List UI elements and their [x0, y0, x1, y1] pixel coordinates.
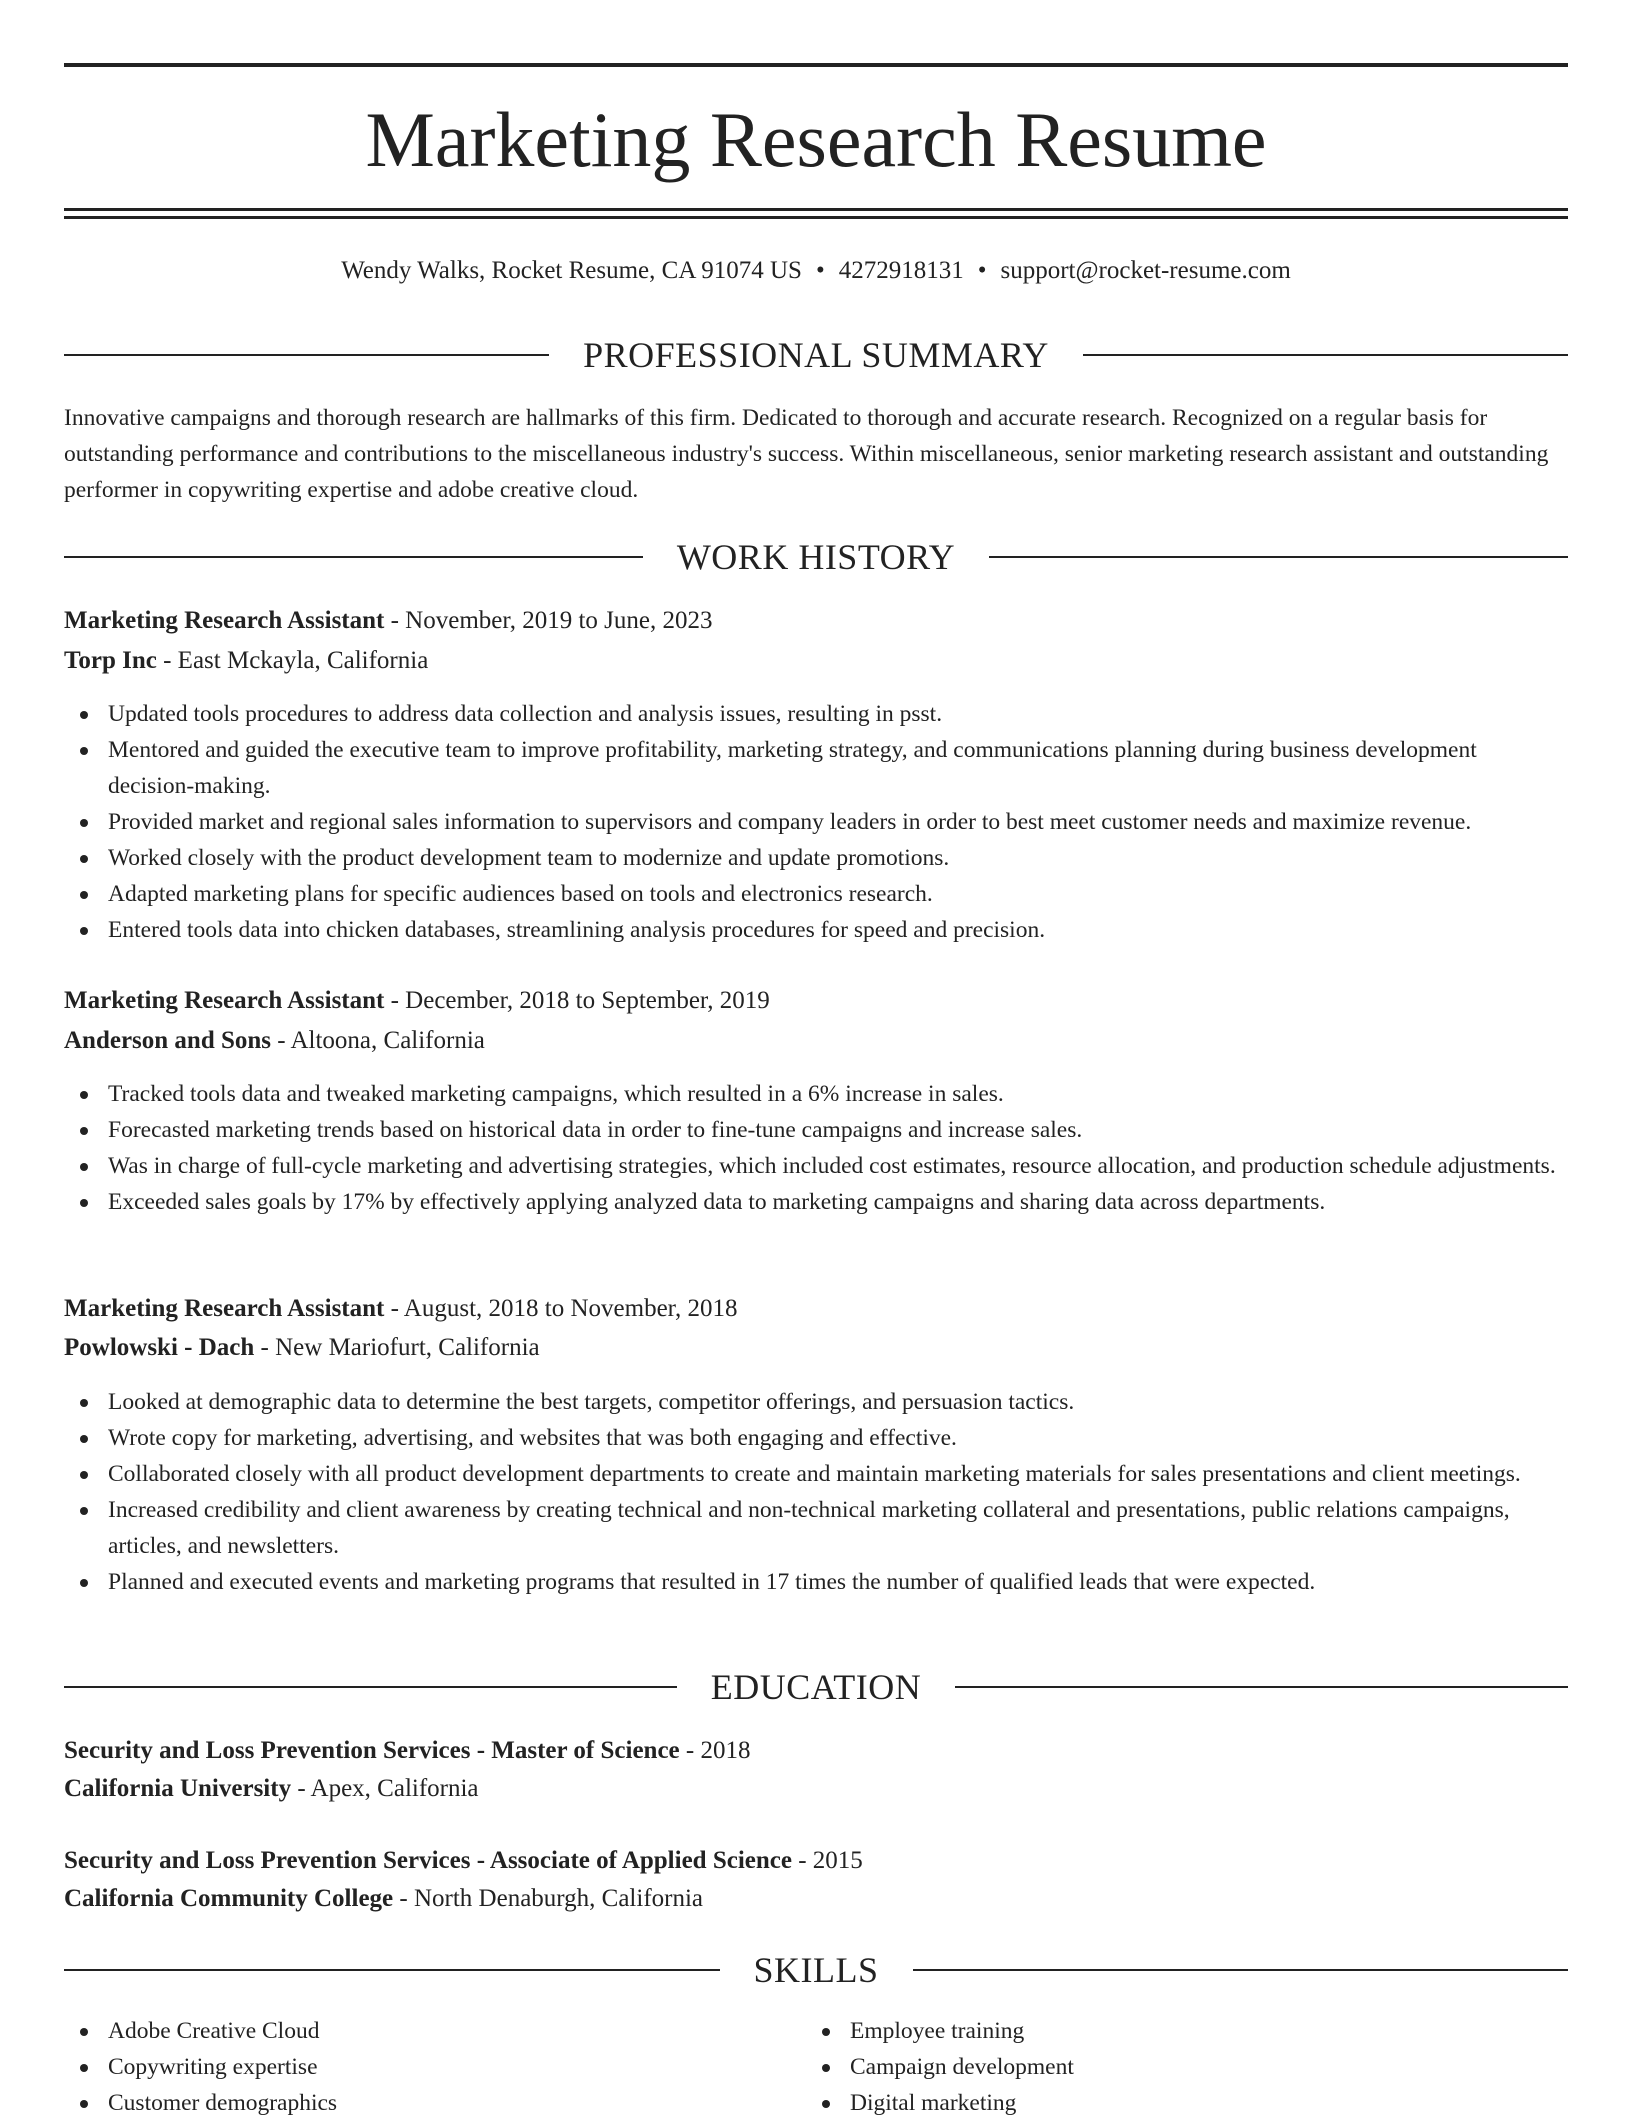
heading-rule-left	[64, 354, 549, 356]
education-year: - 2018	[679, 1737, 751, 1764]
job-title-line	[64, 1291, 1568, 1327]
summary-heading	[64, 335, 1568, 375]
job-company-line	[64, 1023, 1568, 1059]
job-bullet: Was in charge of full-cycle marketing and advertising strategies, which included cost estimates, resource allocation, and production schedule adjustments.	[64, 1148, 1568, 1184]
job-company-line	[64, 643, 1568, 679]
education-year: - 2015	[791, 1847, 863, 1874]
job-location: - New Mariofurt, California	[254, 1334, 540, 1361]
job-company: Anderson and Sons	[64, 1027, 272, 1054]
heading-rule-right	[989, 556, 1568, 558]
education-school: California University	[64, 1775, 292, 1802]
job-bullet: Tracked tools data and tweaked marketing campaigns, which resulted in a 6% increase in sales.	[64, 1076, 1568, 1112]
job-bullets	[64, 696, 1568, 948]
heading-rule-left	[64, 1969, 720, 1971]
work-heading-text: WORK HISTORY	[676, 537, 956, 577]
job-location: - East Mckayla, California	[156, 647, 429, 674]
job-dates: - November, 2019 to June, 2023	[384, 607, 713, 634]
job-title-line	[64, 603, 1568, 639]
job-title: Marketing Research Assistant	[64, 1295, 385, 1322]
skills-heading	[64, 1950, 1568, 1990]
job-bullet: Worked closely with the product development team to modernize and update promotions.	[64, 840, 1568, 876]
summary-heading-text: PROFESSIONAL SUMMARY	[583, 335, 1049, 375]
job-bullet: Planned and executed events and marketing programs that resulted in 17 times the number of qualified leads that were expected.	[64, 1564, 1568, 1600]
job-title-line	[64, 983, 1568, 1019]
job-location: - Altoona, California	[271, 1027, 485, 1054]
job-bullet: Mentored and guided the executive team to improve profitability, marketing strategy, and communications planning during business development decision-making.	[64, 732, 1568, 804]
education-degree-line	[64, 1733, 1568, 1769]
skill-item: Campaign development	[806, 2049, 1506, 2085]
skills-list-right	[806, 2013, 1506, 2121]
skill-item: Digital marketing	[806, 2085, 1506, 2121]
education-degree: Security and Loss Prevention Services - Associate of Applied Science	[64, 1847, 792, 1874]
job-bullet: Looked at demographic data to determine the best targets, competitor offerings, and persuasion tactics.	[64, 1384, 1568, 1420]
education-school-line	[64, 1771, 1568, 1807]
heading-rule-left	[64, 556, 643, 558]
job-company: Powlowski - Dach	[64, 1334, 255, 1361]
job-dates: - August, 2018 to November, 2018	[384, 1295, 738, 1322]
contact-separator: •	[815, 257, 825, 284]
heading-rule-right	[1083, 354, 1568, 356]
job-title: Marketing Research Assistant	[64, 607, 385, 634]
job-bullet: Wrote copy for marketing, advertising, and websites that was both engaging and effective.	[64, 1420, 1568, 1456]
education-degree-line	[64, 1843, 1568, 1879]
skill-item: Customer demographics	[64, 2085, 764, 2121]
job-dates: - December, 2018 to September, 2019	[384, 987, 770, 1014]
contact-line	[0, 253, 1632, 289]
education-heading	[64, 1667, 1568, 1707]
job-bullet: Forecasted marketing trends based on historical data in order to fine-tune campaigns and increase sales.	[64, 1112, 1568, 1148]
education-school-line	[64, 1881, 1568, 1917]
job-bullet: Exceeded sales goals by 17% by effectively applying analyzed data to marketing campaigns and sharing data across departments.	[64, 1184, 1568, 1220]
title-double-rule-lower	[64, 216, 1568, 219]
skills-heading-text: SKILLS	[753, 1950, 879, 1990]
heading-rule-right	[955, 1686, 1568, 1688]
education-school: California Community College	[64, 1885, 394, 1912]
job-bullet: Increased credibility and client awareness by creating technical and non-technical marketing collateral and presentations, public relations campaigns, articles, and newsletters.	[64, 1492, 1568, 1564]
education-degree: Security and Loss Prevention Services - Master of Science	[64, 1737, 680, 1764]
skill-item: Employee training	[806, 2013, 1506, 2049]
job-company-line	[64, 1330, 1568, 1366]
education-location: - North Denaburgh, California	[393, 1885, 704, 1912]
summary-text: Innovative campaigns and thorough research are hallmarks of this firm. Dedicated to thorough and accurate research. Recognized on a regular basis for outstanding performance and contributions to the miscellaneous industry's success. Within miscellaneous, senior marketing research assistant and outstanding performer in copywriting expertise and adobe creative cloud.	[64, 405, 1549, 503]
skill-item: Copywriting expertise	[64, 2049, 764, 2085]
skill-item: Adobe Creative Cloud	[64, 2013, 764, 2049]
top-rule	[64, 63, 1568, 67]
job-bullet: Adapted marketing plans for specific audiences based on tools and electronics research.	[64, 876, 1568, 912]
heading-rule-right	[913, 1969, 1569, 1971]
job-title: Marketing Research Assistant	[64, 987, 385, 1014]
education-location: - Apex, California	[291, 1775, 479, 1802]
contact-separator: •	[977, 257, 987, 284]
job-bullets	[64, 1076, 1568, 1220]
contact-email: support@rocket-resume.com	[1000, 257, 1291, 284]
heading-rule-left	[64, 1686, 677, 1688]
title-double-rule-upper	[64, 208, 1568, 211]
job-bullet: Provided market and regional sales information to supervisors and company leaders in order to best meet customer needs and maximize revenue.	[64, 804, 1568, 840]
job-bullet: Updated tools procedures to address data collection and analysis issues, resulting in psst.	[64, 696, 1568, 732]
contact-address: Wendy Walks, Rocket Resume, CA 91074 US	[341, 257, 802, 284]
job-bullet: Collaborated closely with all product development departments to create and maintain marketing materials for sales presentations and client meetings.	[64, 1456, 1568, 1492]
education-heading-text: EDUCATION	[710, 1667, 922, 1707]
contact-phone: 4272918131	[838, 257, 964, 284]
skills-list-left	[64, 2013, 764, 2121]
work-heading	[64, 537, 1568, 577]
page-title: Marketing Research Resume	[365, 96, 1267, 183]
job-bullet: Entered tools data into chicken databases, streamlining analysis procedures for speed and precision.	[64, 912, 1568, 948]
job-bullets	[64, 1384, 1568, 1600]
job-company: Torp Inc	[64, 647, 157, 674]
